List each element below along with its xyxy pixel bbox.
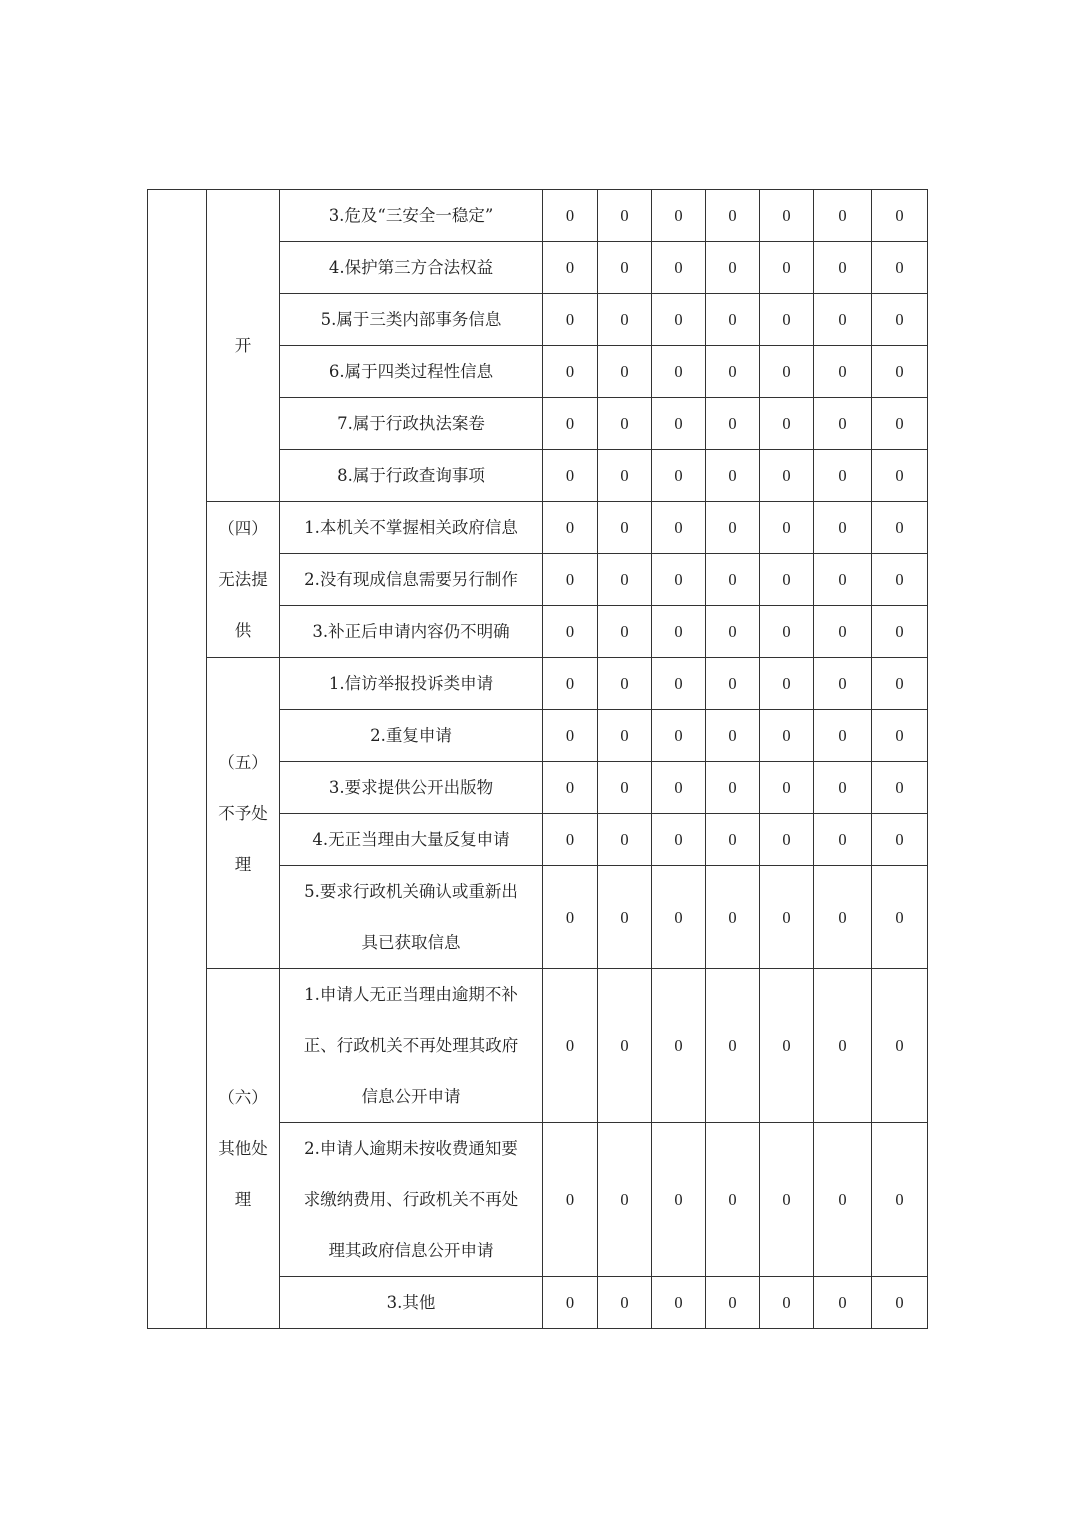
group-label-line: 不予处 (218, 803, 268, 823)
row-label-cell: 7.属于行政执法案卷 (280, 398, 543, 450)
value-cell: 0 (543, 866, 598, 969)
value-cell: 0 (760, 554, 814, 606)
value-cell: 0 (652, 814, 706, 866)
value-cell: 0 (872, 502, 928, 554)
value-cell: 0 (872, 554, 928, 606)
value-cell: 0 (872, 242, 928, 294)
group-label-line: 理 (234, 1190, 252, 1209)
value-cell: 0 (598, 1123, 652, 1277)
value-cell: 0 (814, 398, 872, 450)
value-cell: 0 (760, 710, 814, 762)
value-cell: 0 (598, 502, 652, 554)
value-cell: 0 (760, 969, 814, 1123)
value-cell: 0 (543, 1277, 598, 1329)
value-cell: 0 (598, 658, 652, 710)
value-cell: 0 (814, 710, 872, 762)
value-cell: 0 (760, 502, 814, 554)
value-cell: 0 (652, 554, 706, 606)
value-cell: 0 (872, 1123, 928, 1277)
value-cell: 0 (814, 866, 872, 969)
value-cell: 0 (543, 190, 598, 242)
outer-category-cell (148, 190, 207, 1329)
value-cell: 0 (652, 710, 706, 762)
value-cell: 0 (814, 346, 872, 398)
value-cell: 0 (543, 398, 598, 450)
value-cell: 0 (814, 969, 872, 1123)
value-cell: 0 (814, 450, 872, 502)
value-cell: 0 (760, 450, 814, 502)
row-label-cell (280, 969, 543, 1123)
value-cell: 0 (872, 969, 928, 1123)
value-cell: 0 (543, 346, 598, 398)
value-cell: 0 (760, 658, 814, 710)
group-label-cell (207, 502, 280, 658)
value-cell: 0 (814, 1277, 872, 1329)
value-cell: 0 (814, 242, 872, 294)
value-cell: 0 (814, 814, 872, 866)
value-cell: 0 (706, 554, 760, 606)
value-cell: 0 (872, 190, 928, 242)
value-cell: 0 (872, 294, 928, 346)
value-cell: 0 (872, 762, 928, 814)
value-cell: 0 (872, 710, 928, 762)
value-cell: 0 (652, 242, 706, 294)
value-cell: 0 (652, 450, 706, 502)
value-cell: 0 (598, 866, 652, 969)
row-label-cell (280, 1123, 543, 1277)
value-cell: 0 (872, 814, 928, 866)
row-label-cell: 3.补正后申请内容仍不明确 (280, 606, 543, 658)
value-cell: 0 (706, 1123, 760, 1277)
value-cell: 0 (598, 606, 652, 658)
value-cell: 0 (760, 1277, 814, 1329)
value-cell: 0 (598, 190, 652, 242)
row-label-cell: 3.其他 (280, 1277, 543, 1329)
value-cell: 0 (814, 1123, 872, 1277)
row-label-line: 理其政府信息公开申请 (328, 1241, 494, 1260)
value-cell: 0 (543, 242, 598, 294)
value-cell: 0 (598, 242, 652, 294)
value-cell: 0 (706, 658, 760, 710)
table-row (148, 190, 928, 242)
value-cell: 0 (814, 294, 872, 346)
row-label-cell: 3.危及“三安全一稳定” (280, 190, 543, 242)
group-label-cell (207, 969, 280, 1329)
value-cell: 0 (814, 762, 872, 814)
value-cell: 0 (706, 969, 760, 1123)
value-cell: 0 (760, 346, 814, 398)
value-cell: 0 (543, 814, 598, 866)
row-label-cell: 4.无正当理由大量反复申请 (280, 814, 543, 866)
value-cell: 0 (598, 814, 652, 866)
group-label-cell (207, 658, 280, 969)
row-label-line: 正、行政机关不再处理其政府 (303, 1036, 519, 1055)
group-label-line: （六） (218, 1088, 268, 1107)
value-cell: 0 (814, 554, 872, 606)
value-cell: 0 (872, 606, 928, 658)
value-cell: 0 (543, 658, 598, 710)
row-label-cell: 2.没有现成信息需要另行制作 (280, 554, 543, 606)
row-label-cell: 4.保护第三方合法权益 (280, 242, 543, 294)
value-cell: 0 (598, 710, 652, 762)
row-label-cell: 5.属于三类内部事务信息 (280, 294, 543, 346)
value-cell: 0 (706, 710, 760, 762)
group-label-cell (207, 190, 280, 502)
value-cell: 0 (706, 294, 760, 346)
value-cell: 0 (652, 969, 706, 1123)
value-cell: 0 (652, 1277, 706, 1329)
value-cell: 0 (652, 294, 706, 346)
value-cell: 0 (872, 866, 928, 969)
value-cell: 0 (760, 1123, 814, 1277)
value-cell: 0 (706, 866, 760, 969)
table-row (148, 658, 928, 710)
value-cell: 0 (652, 606, 706, 658)
value-cell: 0 (543, 606, 598, 658)
value-cell: 0 (760, 606, 814, 658)
value-cell: 0 (760, 398, 814, 450)
row-label-line: 1.申请人无正当理由逾期不补 (304, 985, 518, 1004)
value-cell: 0 (598, 398, 652, 450)
value-cell: 0 (706, 398, 760, 450)
value-cell: 0 (543, 294, 598, 346)
group-label-line: 开 (234, 336, 252, 355)
value-cell: 0 (652, 762, 706, 814)
value-cell: 0 (706, 346, 760, 398)
value-cell: 0 (598, 762, 652, 814)
value-cell: 0 (706, 606, 760, 658)
row-label-line: 具已获取信息 (361, 933, 461, 952)
value-cell: 0 (706, 242, 760, 294)
value-cell: 0 (652, 658, 706, 710)
value-cell: 0 (760, 242, 814, 294)
value-cell: 0 (543, 1123, 598, 1277)
row-label-cell: 8.属于行政查询事项 (280, 450, 543, 502)
value-cell: 0 (706, 814, 760, 866)
value-cell: 0 (872, 658, 928, 710)
table-body (148, 190, 928, 1329)
value-cell: 0 (872, 346, 928, 398)
row-label-line: 2.申请人逾期未按收费通知要 (304, 1139, 518, 1158)
value-cell: 0 (760, 866, 814, 969)
value-cell: 0 (543, 450, 598, 502)
value-cell: 0 (872, 398, 928, 450)
value-cell: 0 (598, 346, 652, 398)
value-cell: 0 (598, 450, 652, 502)
value-cell: 0 (652, 866, 706, 969)
value-cell: 0 (543, 554, 598, 606)
value-cell: 0 (814, 190, 872, 242)
value-cell: 0 (543, 762, 598, 814)
value-cell: 0 (652, 190, 706, 242)
group-label-line: （四） (218, 519, 268, 538)
value-cell: 0 (760, 190, 814, 242)
value-cell: 0 (814, 502, 872, 554)
value-cell: 0 (543, 710, 598, 762)
group-label-line: （五） (218, 752, 268, 772)
table-row (148, 502, 928, 554)
statistics-table (147, 189, 928, 1329)
row-label-cell: 2.重复申请 (280, 710, 543, 762)
value-cell: 0 (652, 346, 706, 398)
value-cell: 0 (598, 969, 652, 1123)
group-label-line: 其他处 (218, 1139, 268, 1158)
row-label-line: 信息公开申请 (361, 1087, 461, 1106)
value-cell: 0 (814, 658, 872, 710)
value-cell: 0 (706, 762, 760, 814)
value-cell: 0 (543, 969, 598, 1123)
value-cell: 0 (706, 450, 760, 502)
value-cell: 0 (760, 762, 814, 814)
value-cell: 0 (543, 502, 598, 554)
value-cell: 0 (598, 554, 652, 606)
value-cell: 0 (760, 294, 814, 346)
value-cell: 0 (872, 450, 928, 502)
group-label-line: 供 (234, 621, 252, 640)
value-cell: 0 (652, 1123, 706, 1277)
row-label-cell: 6.属于四类过程性信息 (280, 346, 543, 398)
value-cell: 0 (598, 294, 652, 346)
group-label-line: 无法提 (218, 570, 268, 589)
value-cell: 0 (598, 1277, 652, 1329)
value-cell: 0 (706, 502, 760, 554)
value-cell: 0 (760, 814, 814, 866)
row-label-cell: 1.信访举报投诉类申请 (280, 658, 543, 710)
row-label-line: 5.要求行政机关确认或重新出 (304, 882, 518, 901)
value-cell: 0 (652, 502, 706, 554)
row-label-cell (280, 866, 543, 969)
row-label-cell: 3.要求提供公开出版物 (280, 762, 543, 814)
value-cell: 0 (652, 398, 706, 450)
row-label-line: 求缴纳费用、行政机关不再处 (303, 1190, 519, 1209)
group-label-line: 理 (234, 854, 252, 874)
value-cell: 0 (814, 606, 872, 658)
value-cell: 0 (706, 190, 760, 242)
table-row (148, 969, 928, 1123)
row-label-cell: 1.本机关不掌握相关政府信息 (280, 502, 543, 554)
value-cell: 0 (872, 1277, 928, 1329)
value-cell: 0 (706, 1277, 760, 1329)
